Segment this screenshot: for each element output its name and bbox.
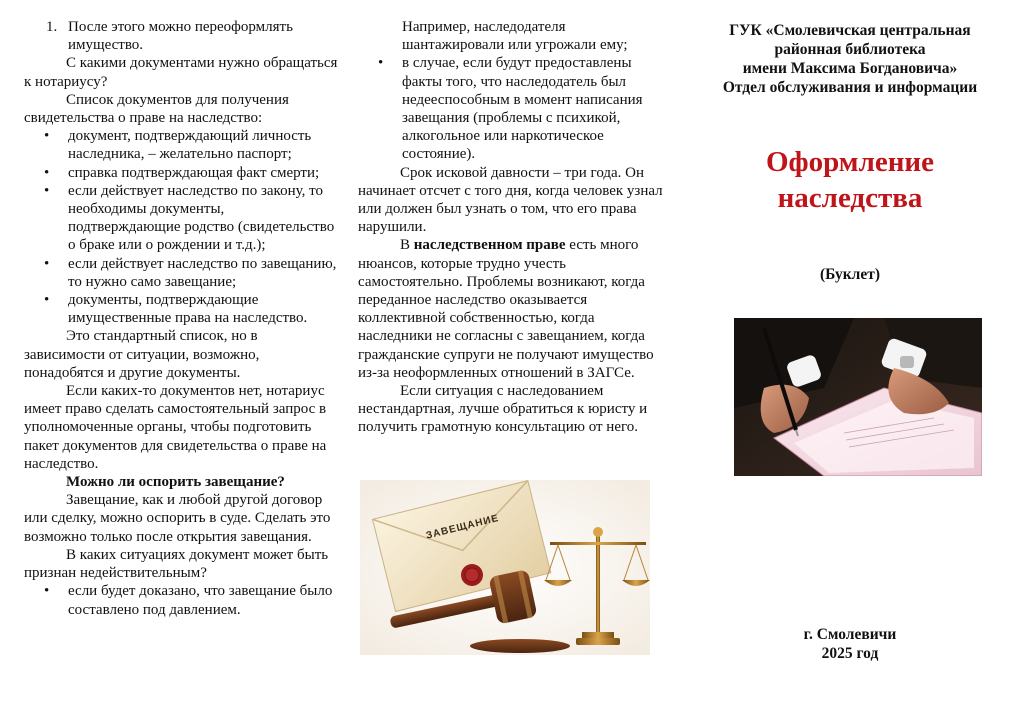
law-prefix: В bbox=[400, 237, 414, 254]
law-bold: наследственном праве bbox=[413, 237, 566, 254]
invalid-list bbox=[24, 582, 339, 618]
list-item: • если будет доказано, что завещание было составлено под давлением. bbox=[24, 582, 339, 618]
organization-name bbox=[700, 21, 1000, 97]
law-paragraph bbox=[358, 236, 666, 382]
column-1 bbox=[24, 18, 339, 619]
docs-list bbox=[24, 127, 339, 327]
org-line: имени Максима Богдановича» bbox=[742, 60, 958, 77]
standard-note: Это стандартный список, но в зависимости от ситуации, возможно, понадобятся и другие документы. bbox=[24, 328, 260, 381]
city-text: г. Смолевичи bbox=[803, 626, 897, 643]
limitation-text: Срок исковой давности – три года. Он начинает отсчет с того дня, когда человек узнал или должен был узнать о том, что его права нарушили. bbox=[358, 164, 663, 236]
missing-docs-note: Если каких-то документов нет, нотариус имеет право сделать самостоятельный запрос в уполномоченные органы, чтобы подготовить пакет документов для свидетельства о праве на наследство. bbox=[24, 383, 327, 472]
booklet-subtitle: (Буклет) bbox=[819, 266, 881, 283]
org-line: Отдел обслуживания и информации bbox=[722, 79, 978, 96]
docs-list-intro: Список документов для получения свидетельства о праве на наследство: bbox=[24, 91, 289, 127]
year-text: 2025 год bbox=[821, 645, 879, 662]
list-item: • если действует наследство по закону, то необходимы документы, подтверждающие родство (свидетельство о браке или о рождении и т.д.); bbox=[24, 182, 339, 255]
item-text: После этого можно переоформлять имущество. bbox=[68, 19, 293, 54]
title-line: наследства bbox=[777, 182, 923, 214]
law-rest: есть много нюансов, которые трудно учесть самостоятельно. Проблемы возникают, когда переданное наследство оказывается коллективной собственностью, когда наследники не согласны с завещанием, когда гражданские супруги не получают имущество из-за неоформленных отношений в ЗАГСе. bbox=[358, 237, 654, 381]
contest-text: Завещание, как и любой другой договор или сделку, можно оспорить в суде. Сделать это возможно только после открытия завещания. bbox=[24, 492, 331, 545]
docs-question: С какими документами нужно обращаться к нотариусу? bbox=[24, 55, 338, 90]
org-line: районная библиотека bbox=[774, 41, 926, 58]
list-item: • справка подтверждающая факт смерти; bbox=[24, 164, 339, 182]
signing-document-image bbox=[734, 318, 982, 476]
column-2 bbox=[358, 18, 666, 437]
contest-heading: Можно ли оспорить завещание? bbox=[66, 474, 285, 491]
column-3 bbox=[700, 18, 1000, 284]
numbered-list bbox=[24, 18, 339, 54]
org-line: ГУК «Смолевичская центральная bbox=[729, 22, 971, 39]
footer bbox=[700, 625, 1000, 663]
continuation-text: Например, наследодателя шантажировали или угрожали ему; bbox=[402, 19, 628, 54]
list-item bbox=[24, 18, 339, 54]
advice-text: Если ситуация с наследованием нестандартная, лучше обратиться к юристу и получить грамотную консультацию от него. bbox=[358, 383, 648, 436]
list-item: • в случае, если будут предоставлены факты того, что наследодатель был недееспособным в момент написания завещания (проблемы с психикой, алкогольное или наркотическое состояние). bbox=[358, 54, 666, 163]
booklet-title bbox=[700, 144, 1000, 216]
list-item: • если действует наследство по завещанию, то нужно само завещание; bbox=[24, 255, 339, 291]
invalid-question: В каких ситуациях документ может быть признан недействительным? bbox=[24, 546, 329, 582]
will-gavel-scales-image bbox=[360, 480, 650, 655]
list-item: • документ, подтверждающий личность наследника, – желательно паспорт; bbox=[24, 127, 339, 163]
title-line: Оформление bbox=[766, 146, 934, 178]
envelope-label: ЗАВЕЩАНИЕ bbox=[424, 512, 501, 542]
list-item: • документы, подтверждающие имущественные права на наследство. bbox=[24, 291, 339, 327]
item-number: 1. bbox=[46, 19, 58, 35]
invalid-list-continued bbox=[358, 54, 666, 163]
